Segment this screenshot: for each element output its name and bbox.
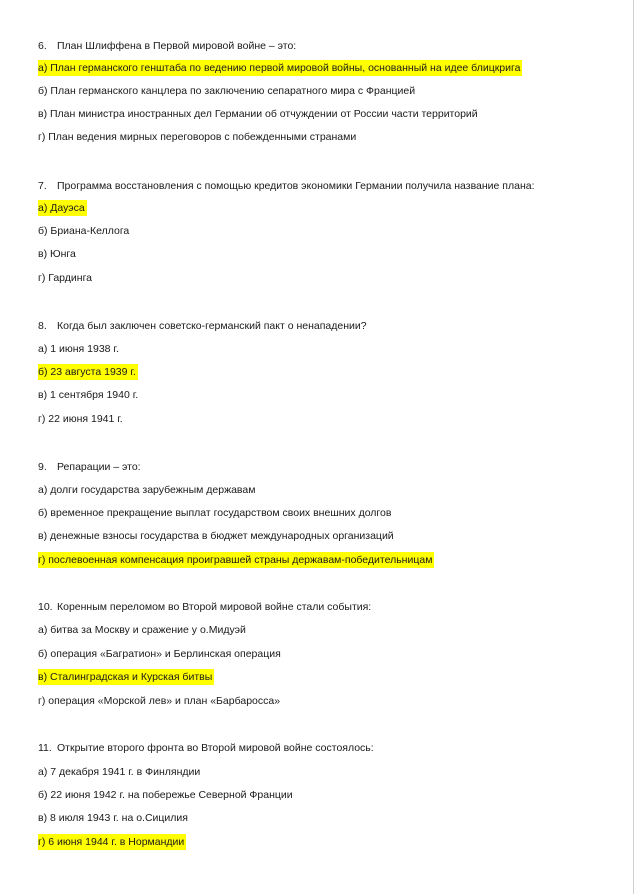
answer-option: а) долги государства зарубежным державам (38, 484, 256, 496)
answer-option: а) 7 декабря 1941 г. в Финляндии (38, 766, 201, 778)
answer-option: в) 8 июля 1943 г. на о.Сицилия (38, 812, 188, 824)
answer-option: г) 22 июня 1941 г. (38, 413, 123, 425)
question-number: 8. (38, 320, 47, 332)
question-7 (38, 178, 628, 284)
question-8 (38, 318, 628, 425)
answer-option: б) План германского канцлера по заключению сепаратного мира с Францией (38, 85, 416, 97)
question-11 (38, 740, 628, 848)
question-text: Коренным переломом во Второй мировой войне стали события: (57, 601, 372, 613)
answer-option: а) битва за Москву и сражение у о.Мидуэй (38, 624, 246, 636)
answer-option: б) Бриана-Келлога (38, 225, 130, 237)
question-text: План Шлиффена в Первой мировой войне – это: (57, 40, 297, 52)
question-title (38, 459, 628, 475)
question-number: 10. (38, 601, 53, 613)
answer-option-correct: а) План германского генштаба по ведению первой мировой войны, основанный на идее блицкрига (38, 62, 521, 74)
question-title (38, 318, 628, 334)
answer-option: г) операция «Морской лев» и план «Барбаросса» (38, 695, 281, 707)
question-text: Когда был заключен советско-германский пакт о ненападении? (57, 320, 367, 332)
answer-option: в) 1 сентября 1940 г. (38, 389, 139, 401)
question-9 (38, 459, 628, 566)
question-text: Программа восстановления с помощью кредитов экономики Германии получила название плана: (57, 180, 535, 192)
question-title (38, 38, 628, 54)
answer-option-correct: г) 6 июня 1944 г. в Нормандии (38, 836, 185, 848)
answer-option: а) 1 июня 1938 г. (38, 343, 119, 355)
question-title (38, 740, 628, 756)
question-title (38, 599, 628, 615)
question-number: 7. (38, 180, 47, 192)
answer-option-correct: г) послевоенная компенсация проигравшей страны державам-победительницам (38, 554, 433, 566)
answer-option: в) План министра иностранных дел Германии об отчуждении от России части территорий (38, 108, 478, 120)
question-title (38, 178, 628, 194)
question-text: Открытие второго фронта во Второй мировой войне состоялось: (57, 742, 374, 754)
question-text: Репарации – это: (57, 461, 141, 473)
answer-option: б) операция «Багратион» и Берлинская операция (38, 648, 281, 660)
answer-option: г) Гардинга (38, 272, 93, 284)
question-number: 6. (38, 40, 47, 52)
question-10 (38, 599, 628, 707)
question-6 (38, 38, 628, 143)
answer-option-correct: б) 23 августа 1939 г. (38, 366, 136, 378)
question-number: 9. (38, 461, 47, 473)
question-number: 11. (38, 742, 52, 754)
answer-option: б) 22 июня 1942 г. на побережье Северной Франции (38, 789, 293, 801)
answer-option-correct: а) Дауэса (38, 202, 85, 214)
answer-option: б) временное прекращение выплат государством своих внешних долгов (38, 507, 392, 519)
answer-option: в) Юнга (38, 248, 76, 260)
answer-option: г) План ведения мирных переговоров с побежденными странами (38, 131, 357, 143)
answer-option: в) денежные взносы государства в бюджет международных организаций (38, 530, 394, 542)
answer-option-correct: в) Сталинградская и Курская битвы (38, 671, 213, 683)
